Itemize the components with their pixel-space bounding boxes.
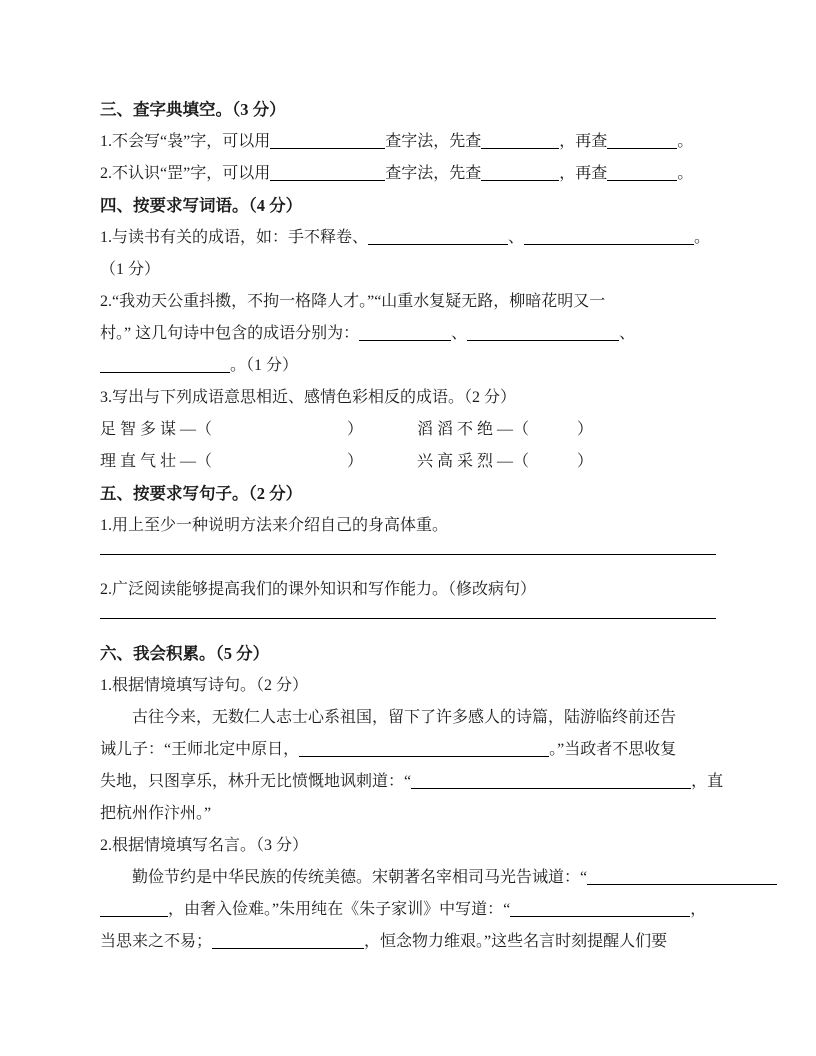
q5-1-answer-line [100,542,716,574]
answer-blank [607,136,677,149]
q6-1-text-l3a: 失地，只图享乐，林升无比愤慨地讽刺道：“ [100,773,412,790]
section-3-heading: 三、查字典填空。（3 分） [100,100,286,119]
q6-2-title [100,830,716,862]
answer-blank [607,168,677,181]
q6-2-text-l1: 勤俭节约是中华民族的传统美德。宋朝著名宰相司马光告诫道：“ [132,869,588,886]
answer-rule [100,554,716,555]
idiom-2-close: ） [577,421,594,438]
q4-2-text-l3: 。（1 分） [230,357,299,374]
q4-2-line2 [100,318,716,350]
q5-2-answer-line [100,606,716,638]
idiom-1-close: ） [347,421,364,438]
q3-2-text-a: 2.不认识“罡”字，可以用 [100,165,271,182]
q5-1 [100,510,716,542]
idiom-4-close: ） [577,453,594,470]
q6-1-title [100,670,716,702]
q4-2-text-l1: 2.“我劝天公重抖擞，不拘一格降人才。”“山重水复疑无路，柳暗花明又一 [100,293,606,310]
q6-1-text-l2a: 诫儿子：“王师北定中原日， [100,741,300,758]
q3-2 [100,158,716,190]
answer-blank [481,168,559,181]
idiom-3-close: ） [347,453,364,470]
q3-2-text-d: 。 [677,165,694,182]
answer-blank [368,232,508,245]
q6-1-para-line4 [100,798,716,830]
section-6-heading: 六、我会积累。（5 分） [100,644,270,663]
answer-blank [411,776,691,789]
answer-blank [100,904,168,917]
q4-1-score [100,254,716,286]
q3-1-text-c: ，再查 [559,133,608,150]
q4-2-dun2: 、 [619,325,636,342]
q4-2-dun1: 、 [451,325,468,342]
section-4-heading: 四、按要求写词语。（4 分） [100,196,303,215]
q3-1 [100,126,716,158]
answer-blank [524,232,694,245]
q3-1-text-d: 。 [677,133,694,150]
answer-blank [212,936,364,949]
q4-1-text-c: 。 [694,229,711,246]
q4-3-row2 [100,446,716,478]
section-5-heading: 五、按要求写句子。（2 分） [100,484,303,503]
q6-1-text-l1: 古往今来，无数仁人志士心系祖国，留下了许多感人的诗篇，陆游临终前还告 [132,709,677,726]
answer-rule [100,618,716,619]
q4-2-line1 [100,286,716,318]
answer-blank [587,872,777,885]
answer-blank [270,168,385,181]
idiom-2: 滔 滔 不 绝 —（ [417,421,530,438]
answer-blank [100,360,230,373]
q4-2-line3 [100,350,716,382]
q6-1-para-line3 [100,766,724,798]
q4-3-title-text: 3.写出与下列成语意思相近、感情色彩相反的成语。（2 分） [100,389,517,406]
idiom-4: 兴 高 采 烈 —（ [417,453,530,470]
q4-3-row1 [100,414,716,446]
q6-2-text-l3b: ，恒念物力维艰。”这些名言时刻提醒人们要 [364,933,668,950]
q6-1-para-line1 [100,702,716,734]
q6-1-text-l2b: 。”当政者不思收复 [549,741,677,758]
q6-2-text-l2a: ，由奢入俭难。”朱用纯在《朱子家训》中写道：“ [168,901,511,918]
q4-1 [100,222,716,254]
q6-1-text-l4: 把杭州作汴州。” [100,805,212,822]
q6-2-para-line1 [100,862,716,894]
q5-2-text: 2.广泛阅读能够提高我们的课外知识和写作能力。（修改病句） [100,581,537,598]
q5-1-text: 1.用上至少一种说明方法来介绍自己的身高体重。 [100,517,449,534]
q4-3-title [100,382,716,414]
q6-2-title-text: 2.根据情境填写名言。（3 分） [100,837,309,854]
answer-blank [270,136,385,149]
idiom-3: 理 直 气 壮 —（ [100,453,213,470]
q4-2-text-l2: 村。” 这几句诗中包含的成语分别为： [100,325,360,342]
answer-blank [481,136,559,149]
q6-2-text-l3a: 当思来之不易； [100,933,213,950]
q6-1-title-text: 1.根据情境填写诗句。（2 分） [100,677,309,694]
q6-1-text-l3b: ，直 [691,773,724,790]
q4-1-text-b: 、 [508,229,525,246]
q3-1-text-b: 查字法，先查 [385,133,482,150]
q4-1-text-a: 1.与读书有关的成语，如：手不释卷、 [100,229,369,246]
answer-blank [359,328,451,341]
answer-blank [299,744,549,757]
q6-2-text-l2b: ， [690,901,707,918]
q6-2-para-line3 [100,926,716,958]
idiom-1: 足 智 多 谋 —（ [100,421,213,438]
answer-blank [467,328,619,341]
answer-blank [510,904,690,917]
q4-1-score-text: （1 分） [100,261,161,278]
q3-2-text-b: 查字法，先查 [385,165,482,182]
q6-2-para-line2 [100,894,716,926]
q5-2 [100,574,716,606]
q6-1-para-line2 [100,734,716,766]
q3-2-text-c: ，再查 [559,165,608,182]
q3-1-text-a: 1.不会写“袅”字，可以用 [100,133,271,150]
